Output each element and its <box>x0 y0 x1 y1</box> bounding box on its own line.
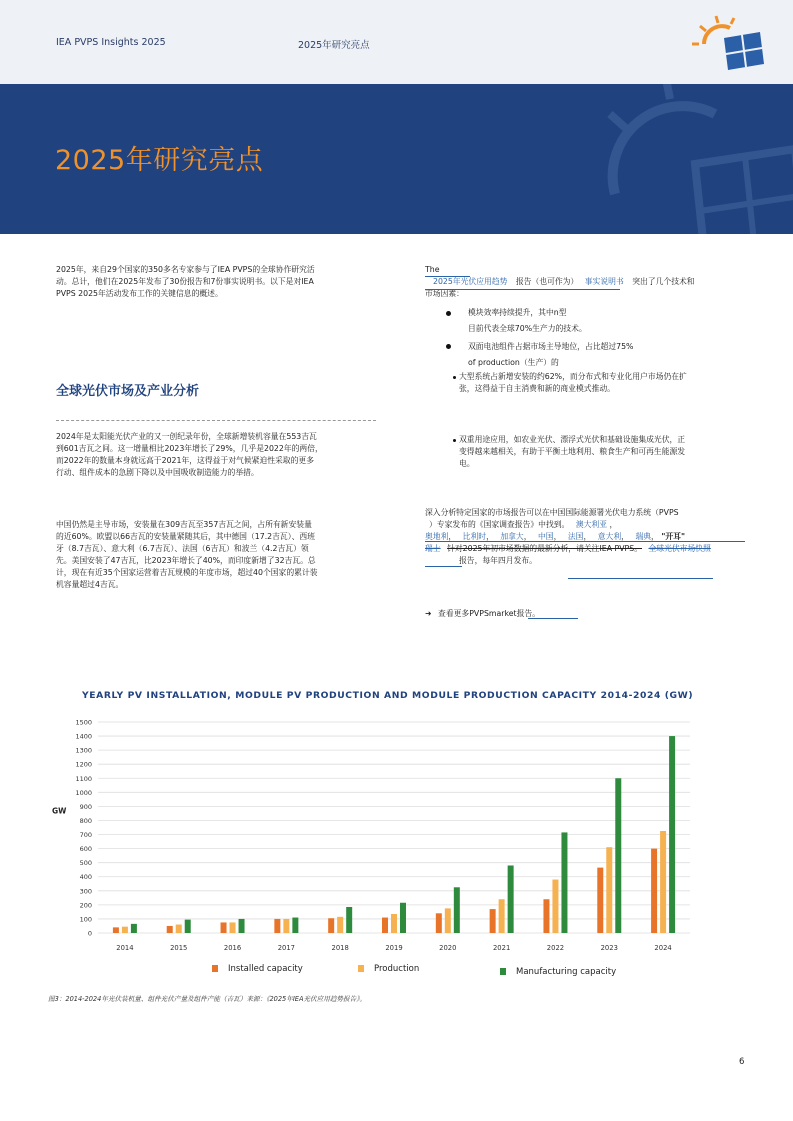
link-canada[interactable]: 加拿大 <box>500 532 524 541</box>
bar-production <box>122 927 128 933</box>
bar-installed-capacity <box>328 918 334 933</box>
intro-paragraph: 2025年，来自29个国家的350多名专家参与了IEA PVPS的全球协作研究活 动。总计，他们在2025年发布了30份报告和7份事实说明书。以下是对IEA PVPS 2025年活动发布工作的关键信息的概述。 <box>56 265 315 298</box>
y-tick-label: 1200 <box>75 760 92 769</box>
bar-production <box>499 899 505 933</box>
bullet-large-systems: 大型系统占新增安装的约62%，而分布式和专业化用户市场仍在扩 张，这得益于自主消费和新的商业模式推动。 <box>459 372 687 393</box>
bullet-marker <box>453 376 456 379</box>
x-tick-label: 2022 <box>546 944 565 952</box>
x-tick-label: 2024 <box>654 944 672 952</box>
bar-manufacturing-capacity <box>292 918 298 933</box>
bar-installed-capacity <box>113 927 119 933</box>
snapshot-report-link[interactable]: 全球光伏市场快照 <box>648 544 711 553</box>
x-tick-label: 2021 <box>492 944 511 952</box>
bar-installed-capacity <box>382 918 388 933</box>
china-paragraph: 中国仍然是主导市场，安装量在309吉瓦至357吉瓦之间，占所有新安装量 的近60%。欧盟以66吉瓦的安装量紧随其后，其中德国（17.2吉瓦）、西班 牙（8.7吉瓦）、意大利（6.7吉瓦）、法国（6吉瓦）和波兰（4.2吉瓦）领 先。美国安装了47吉瓦，比2023年增长了40%，而印度新增了32吉瓦。总 计，现在有近35个国家运营着吉瓦规模的年度市场，超过40个国家的累计装 机容量超过4吉瓦。 <box>56 520 318 589</box>
bullet-marker <box>446 311 451 316</box>
more-reports-link[interactable]: 查看更多PVPSmarket报告。 <box>438 609 540 618</box>
bar-installed-capacity <box>651 849 657 933</box>
x-tick-label: 2020 <box>439 944 457 952</box>
legend-label: Installed capacity <box>228 964 303 974</box>
bar-manufacturing-capacity <box>561 832 567 933</box>
bullet-marker <box>446 344 451 349</box>
factsheet-link[interactable]: 事实说明书 <box>584 277 624 286</box>
bar-installed-capacity <box>436 913 442 933</box>
legend-swatch <box>212 965 218 972</box>
x-tick-label: 2016 <box>223 944 242 952</box>
y-tick-label: 100 <box>79 915 92 924</box>
link-china[interactable]: 中国 <box>538 532 554 541</box>
market-paragraph: 2024年是太阳能光伏产业的又一创纪录年份，全球新增装机容量在553吉瓦 到601吉瓦之间。这一增量相比2023年增长了29%，几乎是2022年的两倍， 而2022年的数量本身就远高于2021年，这得益于对气候紧迫性采取的更多 行动、组件成本的急剧下降以及中国吸收制造能力的举措。 <box>56 432 323 477</box>
y-tick-label: 1500 <box>75 718 92 727</box>
bar-installed-capacity <box>490 909 496 933</box>
y-tick-label: 700 <box>79 831 92 840</box>
header-section-name: 2025年研究亮点 <box>298 40 370 51</box>
link-sweden[interactable]: 瑞典 <box>635 532 652 541</box>
chart-title: YEARLY PV INSTALLATION, MODULE PV PRODUCTION AND MODULE PRODUCTION CAPACITY 2014-2024 (GW) <box>82 690 694 701</box>
bar-production <box>660 831 666 933</box>
bar-production <box>283 919 289 933</box>
page-title: 2025年研究亮点 <box>55 145 264 176</box>
link-underline <box>568 578 713 579</box>
link-belgium[interactable]: 比利时 <box>462 532 487 541</box>
x-tick-label: 2019 <box>385 944 403 952</box>
bar-manufacturing-capacity <box>615 778 621 933</box>
bullet-efficiency: 模块效率持续提升，其中n型 目前代表全球70%生产力的技术。 <box>468 308 587 333</box>
quoted-term: "开耳" <box>661 532 686 541</box>
bar-manufacturing-capacity <box>185 920 191 933</box>
bar-installed-capacity <box>274 919 280 933</box>
link-underline <box>425 289 620 290</box>
y-tick-label: 300 <box>79 887 92 896</box>
link-austria[interactable]: 奥地利 <box>425 532 449 541</box>
bar-production <box>445 908 451 933</box>
legend-swatch <box>358 965 364 972</box>
iea-pvps-logo-icon <box>690 12 770 82</box>
x-tick-label: 2023 <box>600 944 618 952</box>
x-tick-label: 2015 <box>170 944 188 952</box>
bar-manufacturing-capacity <box>669 736 675 933</box>
y-tick-label: 0 <box>87 929 92 938</box>
x-tick-label: 2018 <box>331 944 349 952</box>
legend-swatch <box>500 968 506 975</box>
figure-caption: 图3：2014-2024年光伏装机量、组件光伏产量及组件产能（吉瓦）来源：《2025年IEA光伏应用趋势报告》。 <box>48 995 367 1003</box>
bar-manufacturing-capacity <box>346 907 352 933</box>
country-reports-paragraph: 深入分析特定国家的市场报告可以在中国国际能源署光伏电力系统（PVPS ）专家发布的《国家调查报告》中找到。 澳大利亚 ， 奥地利， 比利时， 加拿大， 中国， 法国， 意大利， 瑞典， "开耳" 瑞士 针对2025年初市场数据的最新分析，请关注IEA PVPS。 全球光伏市场快照 报告，每年四月发布。 <box>425 508 711 565</box>
bar-production <box>337 917 343 933</box>
trends-intro: The 2025年光伏应用趋势 报告（也可作为） 事实说明书 突出了几个技术和 市场因素： <box>425 265 695 298</box>
bar-production <box>230 922 236 933</box>
link-underline <box>425 566 462 567</box>
more-reports-line[interactable] <box>425 608 540 620</box>
bullet-dual-use: 双重用途应用，如农业光伏、漂浮式光伏和基础设施集成光伏，正 变得越来越相关，有助于平衡土地利用、粮食生产和可再生能源发 电。 <box>459 435 686 468</box>
y-axis-label: GW <box>52 806 67 816</box>
y-tick-label: 200 <box>79 901 92 910</box>
section-title: 全球光伏市场及产业分析 <box>56 384 200 399</box>
bar-production <box>606 847 612 933</box>
bar-production <box>552 880 558 933</box>
link-underline <box>425 541 745 542</box>
y-tick-label: 500 <box>79 859 92 868</box>
arrow-right-icon: ➜ <box>425 609 432 618</box>
bar-production <box>391 914 397 933</box>
link-france[interactable]: 法国 <box>567 532 584 541</box>
y-tick-label: 1300 <box>75 746 92 755</box>
legend-label: Production <box>374 964 420 974</box>
y-tick-label: 800 <box>79 816 92 825</box>
trends-report-link[interactable]: 2025年光伏应用趋势 <box>433 277 508 286</box>
bar-installed-capacity <box>221 922 227 933</box>
bar-installed-capacity <box>597 868 603 933</box>
link-italy[interactable]: 意大利 <box>597 532 622 541</box>
legend-label: Manufacturing capacity <box>516 967 617 977</box>
y-tick-label: 900 <box>79 802 92 811</box>
y-tick-label: 600 <box>79 845 92 854</box>
link-switzerland[interactable]: 瑞士 <box>425 544 441 553</box>
title-banner <box>0 84 793 234</box>
y-tick-label: 1000 <box>75 788 92 797</box>
bar-chart <box>40 705 720 990</box>
bar-manufacturing-capacity <box>400 903 406 933</box>
x-tick-label: 2014 <box>116 944 134 952</box>
link-underline <box>425 276 470 277</box>
link-australia[interactable]: 澳大利亚 <box>575 520 608 529</box>
bar-manufacturing-capacity <box>239 919 245 933</box>
bar-manufacturing-capacity <box>508 865 514 933</box>
sun-panel-watermark-icon <box>595 84 793 234</box>
header-report-name: IEA PVPS Insights 2025 <box>56 37 166 48</box>
bar-manufacturing-capacity <box>131 924 137 933</box>
bar-installed-capacity <box>543 899 549 933</box>
y-tick-label: 1400 <box>75 732 92 741</box>
section-divider <box>56 420 376 421</box>
bar-manufacturing-capacity <box>454 887 460 933</box>
y-tick-label: 400 <box>79 873 92 882</box>
bullet-bifacial: 双面电池组件占据市场主导地位，占比超过75% of production（生产）的 <box>468 342 634 367</box>
bar-production <box>176 925 182 933</box>
x-tick-label: 2017 <box>277 944 296 952</box>
y-tick-label: 1100 <box>75 774 92 783</box>
bar-installed-capacity <box>167 926 173 933</box>
bullet-marker <box>453 439 456 442</box>
page-header <box>0 0 793 84</box>
link-underline <box>528 618 578 619</box>
page-number: 6 <box>739 1057 745 1067</box>
